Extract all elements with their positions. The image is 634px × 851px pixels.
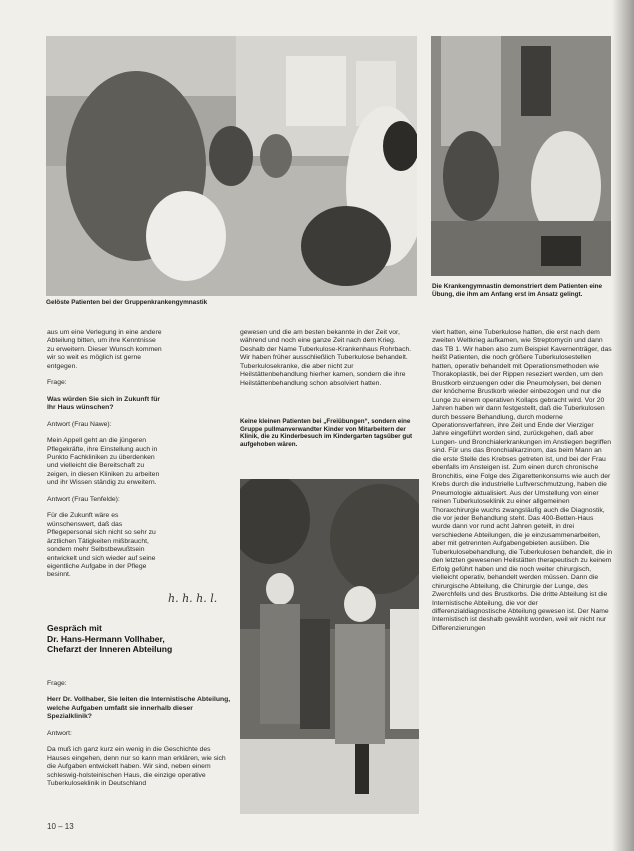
interview-heading-line-1: Gespräch mit bbox=[47, 623, 102, 633]
interview-heading-line-2: Dr. Hans-Hermann Vollhaber, bbox=[47, 633, 165, 644]
answer-3-label: Antwort: bbox=[47, 729, 72, 737]
page-number: 10 – 13 bbox=[47, 822, 74, 831]
group-gymnastics-caption: Gelöste Patienten bei der Gruppenkrankengymnastik bbox=[46, 299, 208, 306]
interview-heading bbox=[47, 623, 227, 655]
answer-2-text: Für die Zukunft wäre es wünschenswert, daß das Pflegepersonal sich nicht so sehr zu ärztlichen Tätigkeiten mißbraucht, sondern mehr Selbstbewußtsein entwickelt und sich wieder auf seine eigentliche Aufgabe in der Pflege besinnt. bbox=[47, 512, 156, 579]
column-1 bbox=[47, 329, 163, 588]
interview-heading-line-3: Chefarzt der Inneren Abteilung bbox=[47, 644, 173, 654]
column-3-text: viert hatten, eine Tuberkulose hatten, die erst nach dem zweiten Weltkrieg aufkamen, wie Streptomycin und dann das TB 1. Wir haben also zum Beispiel Kavernenträger, das heißt Patienten, die noch größere Tuberkulosestellen hatten, operativ behandelt mit Operationsmethoden wie Thorakoplastik, bei der Rippen reseziert werden, um den Brustkorb einzuengen oder die Pneumolysen, bei denen der knöcherne Brustkorb wieder einbezogen und nur die Lunge zu einem operativen Kollaps gebracht wird. Vor 20 Jahren haben wir dann festgestellt, daß die Tuberkulosen durch bessere Behandlung, durch moderne Operationsverfahren, ihre Zeit und Ende der Vierziger Jahre eingeführt worden sind, zurückgehen, daß aber Lungen- und Bronchialerkrankungen im Anstiegen begriffen sind. Für uns das Bronchialkarzinom, das beim Mann an die erste Stelle des Krebses getreten ist, und bei der Frau ebenfalls im Ansteigen ist. Zum einen durch chronische Bronchitis, eine Folge des Zigarettenkonsums wie auch der Krebs durch die industrielle Luftverschmutzung, haben die Pneumologie aktualisiert. Aus der Umstellung von einer reinen Tuberkuloseklinik zu einer allgemeinen Thoraxchirurgie wuchs zwangsläufig auch die Diagnostik, die vor jeder Behandlung steht. Das 400-Betten-Haus wurde dann vor rund acht Jahren geteilt, in drei verschiedene Abteilungen, die je einzusammenarbeiten, aber mit getrennten Aufgabengebieten ausüben. Die Tuberkulosebehandlung, die Tuberkulosen behandelt, die in den letzten gewesenen Heilstätten therapeutisch zu keinem Erfolg geführt haben und die noch weiter chirurgisch, vielleicht operativ, behandelt werden müssen. Dann die chirurgische Abteilung, die Chirurgie der Lunge, des Zwerchfells und des Brustkorbs. Die dritte Abteilung ist die Internistische Abteilung, die vor der differenzialdiagnostische Abteilung gewesen ist. Der Name Internistisch ist deshalb gewählt worden, weil wir nicht nur Differenzierungen bbox=[432, 329, 612, 632]
question-1-text: Was würden Sie sich in Zukunft für Ihr Haus wünschen? bbox=[47, 395, 161, 412]
author-signature: h. h. h. l. bbox=[168, 592, 218, 605]
question-2-label: Frage: bbox=[47, 680, 67, 687]
column-2-text: gewesen und die am besten bekannte in der Zeit vor, während und noch eine ganze Zeit nach dem Krieg. Deshalb der Name Tuberkulose-Krankenhaus Rohrbach. Wir haben früher ausschließlich Tuberkulose behandelt. Tuberkulosekranke, die aber nicht zur Heilstättenbehandlung hierher kamen, sondern die ihre Heilstättenbehandlung schon absolviert hatten. bbox=[240, 329, 412, 387]
answer-1-text: Mein Appell geht an die jüngeren Pflegekräfte, ihre Einstellung auch in Punkto Fachkliniken zu überdenken und vielleicht die Bereitschaft zu zeigen, in diesen Kliniken zu arbeiten und ihr Wissen ständig zu erweitern. bbox=[47, 437, 160, 487]
question-2-text: Herr Dr. Vollhaber, Sie leiten die Internistische Abteilung, welche Aufgaben umfaßt sie innerhalb dieser Spezialklinik? bbox=[47, 696, 231, 721]
question-1-label: Frage: bbox=[47, 379, 67, 387]
page-gutter-shadow bbox=[612, 0, 634, 851]
children-photo bbox=[240, 479, 419, 814]
column-1-interview bbox=[47, 680, 233, 797]
column-1-intro: aus um eine Verlegung in eine andere Abteilung bitten, um ihre Kenntnisse zu erweitern. Dieser Wunsch kommen wir so weit es möglich ist gerne entgegen. bbox=[47, 329, 162, 370]
column-3 bbox=[432, 329, 612, 641]
physiotherapist-caption: Die Krankengymnastin demonstriert dem Patienten eine Übung, die ihm am Anfang erst im Ansatz gelingt. bbox=[432, 283, 603, 299]
answer-2-label: Antwort (Frau Tenfelde): bbox=[47, 495, 120, 503]
physiotherapist-photo bbox=[431, 36, 611, 276]
group-gymnastics-photo bbox=[46, 36, 417, 296]
answer-1-label: Antwort (Frau Nawe): bbox=[47, 420, 112, 428]
answer-3-text: Da muß ich ganz kurz ein wenig in die Geschichte des Hauses eingehen, denn nur so kann man erklären, wie sich die Aufgaben entwickelt haben. Wir sind, neben einem schleswig-holsteinischen Haus, die einzige operative Tuberkuloseklinik in Deutschland bbox=[47, 746, 226, 788]
column-2 bbox=[240, 329, 420, 396]
children-caption: Keine kleinen Patienten bei „Freiübungen“, sondern eine Gruppe pullmanverwandter Kinder von Mitarbeitern der Klinik, die zu Kinderbesuch im Kindergarten tagsüber gut aufgehoben wären. bbox=[240, 418, 413, 448]
